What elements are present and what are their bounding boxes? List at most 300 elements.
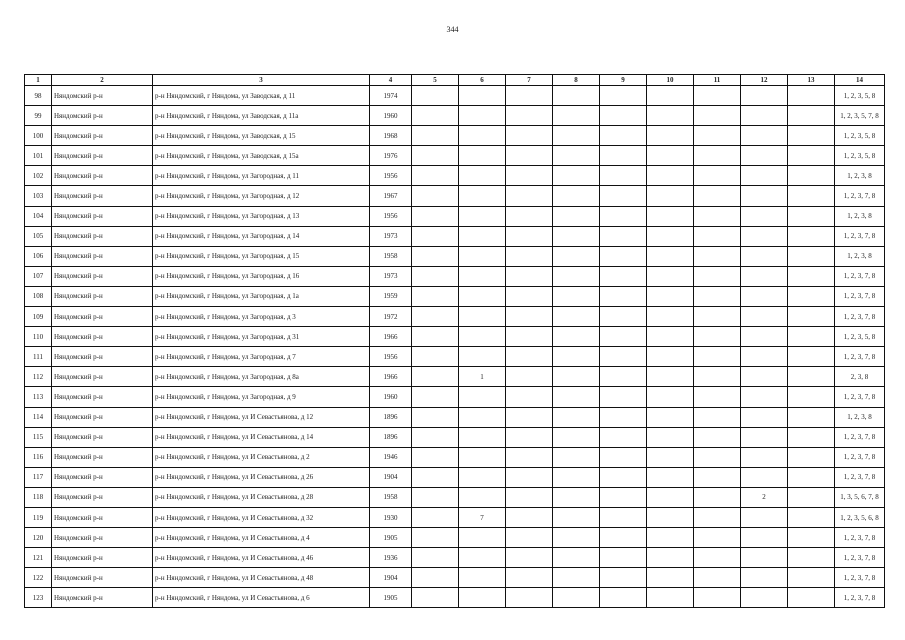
address-cell: р-н Няндомский, г Няндома, ул И Севастьянова, д 32 <box>153 507 370 527</box>
col14-cell: 1, 2, 3, 8 <box>835 407 885 427</box>
col10-cell <box>647 427 694 447</box>
col11-cell <box>694 327 741 347</box>
col13-cell <box>788 266 835 286</box>
col7-cell <box>506 407 553 427</box>
district-cell: Няндомский р-н <box>52 86 153 106</box>
col13-cell <box>788 467 835 487</box>
year-cell: 1904 <box>370 467 412 487</box>
col9-cell <box>600 166 647 186</box>
table-row <box>25 347 885 367</box>
col8-cell <box>553 146 600 166</box>
district-cell: Няндомский р-н <box>52 588 153 608</box>
col10-cell <box>647 407 694 427</box>
housing-table <box>24 74 885 608</box>
row-number-cell: 115 <box>25 427 52 447</box>
address-cell: р-н Няндомский, г Няндома, ул Загородная, д 31 <box>153 327 370 347</box>
col12-cell <box>741 427 788 447</box>
col10-cell <box>647 487 694 507</box>
address-cell: р-н Няндомский, г Няндома, ул И Севастьянова, д 48 <box>153 568 370 588</box>
col5-cell <box>412 407 459 427</box>
year-cell: 1973 <box>370 226 412 246</box>
col13-cell <box>788 307 835 327</box>
col8-cell <box>553 307 600 327</box>
col10-cell <box>647 286 694 306</box>
address-cell: р-н Няндомский, г Няндома, ул Заводская, д 11 <box>153 86 370 106</box>
column-header: 7 <box>506 75 553 86</box>
col5-cell <box>412 246 459 266</box>
year-cell: 1936 <box>370 548 412 568</box>
col5-cell <box>412 166 459 186</box>
col5-cell <box>412 206 459 226</box>
address-cell: р-н Няндомский, г Няндома, ул И Севастьянова, д 12 <box>153 407 370 427</box>
col10-cell <box>647 186 694 206</box>
col6-cell <box>459 226 506 246</box>
col5-cell <box>412 286 459 306</box>
col8-cell <box>553 427 600 447</box>
col11-cell <box>694 246 741 266</box>
col9-cell <box>600 568 647 588</box>
row-number-cell: 103 <box>25 186 52 206</box>
district-cell: Няндомский р-н <box>52 387 153 407</box>
address-cell: р-н Няндомский, г Няндома, ул Загородная, д 16 <box>153 266 370 286</box>
district-cell: Няндомский р-н <box>52 447 153 467</box>
col7-cell <box>506 86 553 106</box>
col14-cell: 1, 2, 3, 5, 8 <box>835 146 885 166</box>
col9-cell <box>600 286 647 306</box>
col12-cell <box>741 507 788 527</box>
col14-cell: 1, 2, 3, 5, 8 <box>835 86 885 106</box>
column-header: 3 <box>153 75 370 86</box>
table-row <box>25 86 885 106</box>
col6-cell <box>459 106 506 126</box>
address-cell: р-н Няндомский, г Няндома, ул Загородная, д 1а <box>153 286 370 306</box>
column-header: 1 <box>25 75 52 86</box>
table-row <box>25 487 885 507</box>
col14-cell: 1, 2, 3, 7, 8 <box>835 286 885 306</box>
col8-cell <box>553 447 600 467</box>
address-cell: р-н Няндомский, г Няндома, ул И Севастьянова, д 26 <box>153 467 370 487</box>
address-cell: р-н Няндомский, г Няндома, ул Загородная, д 13 <box>153 206 370 226</box>
year-cell: 1974 <box>370 86 412 106</box>
district-cell: Няндомский р-н <box>52 286 153 306</box>
row-number-cell: 102 <box>25 166 52 186</box>
col7-cell <box>506 166 553 186</box>
col5-cell <box>412 507 459 527</box>
col7-cell <box>506 186 553 206</box>
col12-cell <box>741 286 788 306</box>
row-number-cell: 121 <box>25 548 52 568</box>
col14-cell: 1, 2, 3, 7, 8 <box>835 186 885 206</box>
col14-cell: 1, 2, 3, 5, 8 <box>835 126 885 146</box>
year-cell: 1966 <box>370 327 412 347</box>
col7-cell <box>506 106 553 126</box>
col13-cell <box>788 568 835 588</box>
col8-cell <box>553 387 600 407</box>
address-cell: р-н Няндомский, г Няндома, ул Загородная, д 7 <box>153 347 370 367</box>
col12-cell <box>741 266 788 286</box>
col9-cell <box>600 307 647 327</box>
col6-cell <box>459 528 506 548</box>
col9-cell <box>600 146 647 166</box>
year-cell: 1930 <box>370 507 412 527</box>
col9-cell <box>600 186 647 206</box>
col6-cell <box>459 286 506 306</box>
col11-cell <box>694 387 741 407</box>
col8-cell <box>553 487 600 507</box>
district-cell: Няндомский р-н <box>52 427 153 447</box>
col7-cell <box>506 387 553 407</box>
col13-cell <box>788 106 835 126</box>
col12-cell <box>741 347 788 367</box>
col14-cell: 1, 2, 3, 7, 8 <box>835 307 885 327</box>
col5-cell <box>412 307 459 327</box>
col11-cell <box>694 126 741 146</box>
col10-cell <box>647 588 694 608</box>
address-cell: р-н Няндомский, г Няндома, ул Загородная, д 3 <box>153 307 370 327</box>
address-cell: р-н Няндомский, г Няндома, ул Загородная, д 14 <box>153 226 370 246</box>
address-cell: р-н Няндомский, г Няндома, ул Заводская, д 15 <box>153 126 370 146</box>
col9-cell <box>600 226 647 246</box>
table-body <box>25 86 885 608</box>
col14-cell: 1, 2, 3, 7, 8 <box>835 427 885 447</box>
district-cell: Няндомский р-н <box>52 568 153 588</box>
col13-cell <box>788 166 835 186</box>
col7-cell <box>506 206 553 226</box>
col10-cell <box>647 146 694 166</box>
col11-cell <box>694 467 741 487</box>
col11-cell <box>694 367 741 387</box>
column-header: 6 <box>459 75 506 86</box>
year-cell: 1956 <box>370 206 412 226</box>
table-row <box>25 246 885 266</box>
col5-cell <box>412 266 459 286</box>
col13-cell <box>788 186 835 206</box>
col11-cell <box>694 427 741 447</box>
column-header: 9 <box>600 75 647 86</box>
table-row <box>25 367 885 387</box>
table-row <box>25 447 885 467</box>
col6-cell <box>459 487 506 507</box>
table-row <box>25 327 885 347</box>
year-cell: 1976 <box>370 146 412 166</box>
col8-cell <box>553 266 600 286</box>
year-cell: 1896 <box>370 407 412 427</box>
col8-cell <box>553 367 600 387</box>
col10-cell <box>647 126 694 146</box>
col5-cell <box>412 447 459 467</box>
row-number-cell: 123 <box>25 588 52 608</box>
table-row <box>25 286 885 306</box>
district-cell: Няндомский р-н <box>52 126 153 146</box>
col8-cell <box>553 106 600 126</box>
col9-cell <box>600 507 647 527</box>
col7-cell <box>506 568 553 588</box>
table-row <box>25 307 885 327</box>
col13-cell <box>788 548 835 568</box>
col8-cell <box>553 588 600 608</box>
address-cell: р-н Няндомский, г Няндома, ул И Севастьянова, д 6 <box>153 588 370 608</box>
address-cell: р-н Няндомский, г Няндома, ул Загородная, д 15 <box>153 246 370 266</box>
district-cell: Няндомский р-н <box>52 528 153 548</box>
col7-cell <box>506 146 553 166</box>
col11-cell <box>694 266 741 286</box>
district-cell: Няндомский р-н <box>52 266 153 286</box>
col13-cell <box>788 588 835 608</box>
col12-cell <box>741 206 788 226</box>
col6-cell <box>459 467 506 487</box>
col12-cell <box>741 166 788 186</box>
col11-cell <box>694 447 741 467</box>
district-cell: Няндомский р-н <box>52 206 153 226</box>
col5-cell <box>412 387 459 407</box>
col10-cell <box>647 447 694 467</box>
column-header: 13 <box>788 75 835 86</box>
district-cell: Няндомский р-н <box>52 507 153 527</box>
col14-cell: 1, 2, 3, 7, 8 <box>835 588 885 608</box>
row-number-cell: 117 <box>25 467 52 487</box>
col9-cell <box>600 387 647 407</box>
col6-cell <box>459 206 506 226</box>
col13-cell <box>788 387 835 407</box>
col9-cell <box>600 528 647 548</box>
address-cell: р-н Няндомский, г Няндома, ул Загородная, д 11 <box>153 166 370 186</box>
col10-cell <box>647 166 694 186</box>
year-cell: 1905 <box>370 528 412 548</box>
col9-cell <box>600 467 647 487</box>
col5-cell <box>412 186 459 206</box>
col11-cell <box>694 347 741 367</box>
col8-cell <box>553 568 600 588</box>
col6-cell <box>459 186 506 206</box>
address-cell: р-н Няндомский, г Няндома, ул Заводская, д 11а <box>153 106 370 126</box>
table-row <box>25 266 885 286</box>
address-cell: р-н Няндомский, г Няндома, ул И Севастьянова, д 14 <box>153 427 370 447</box>
col8-cell <box>553 347 600 367</box>
col10-cell <box>647 548 694 568</box>
district-cell: Няндомский р-н <box>52 407 153 427</box>
col7-cell <box>506 447 553 467</box>
address-cell: р-н Няндомский, г Няндома, ул И Севастьянова, д 28 <box>153 487 370 507</box>
col14-cell: 1, 2, 3, 5, 6, 8 <box>835 507 885 527</box>
col7-cell <box>506 588 553 608</box>
col11-cell <box>694 106 741 126</box>
address-cell: р-н Няндомский, г Няндома, ул Загородная, д 9 <box>153 387 370 407</box>
row-number-cell: 106 <box>25 246 52 266</box>
district-cell: Няндомский р-н <box>52 166 153 186</box>
table-row <box>25 507 885 527</box>
col11-cell <box>694 407 741 427</box>
col12-cell <box>741 86 788 106</box>
col13-cell <box>788 407 835 427</box>
col13-cell <box>788 206 835 226</box>
col7-cell <box>506 528 553 548</box>
col8-cell <box>553 467 600 487</box>
district-cell: Няндомский р-н <box>52 226 153 246</box>
col13-cell <box>788 487 835 507</box>
address-cell: р-н Няндомский, г Няндома, ул И Севастьянова, д 4 <box>153 528 370 548</box>
col13-cell <box>788 528 835 548</box>
col7-cell <box>506 327 553 347</box>
col5-cell <box>412 146 459 166</box>
row-number-cell: 118 <box>25 487 52 507</box>
col10-cell <box>647 387 694 407</box>
col9-cell <box>600 548 647 568</box>
row-number-cell: 109 <box>25 307 52 327</box>
table-row <box>25 528 885 548</box>
table-row <box>25 126 885 146</box>
col11-cell <box>694 86 741 106</box>
col7-cell <box>506 427 553 447</box>
col8-cell <box>553 327 600 347</box>
col10-cell <box>647 86 694 106</box>
district-cell: Няндомский р-н <box>52 186 153 206</box>
table-row <box>25 106 885 126</box>
year-cell: 1904 <box>370 568 412 588</box>
col13-cell <box>788 286 835 306</box>
col13-cell <box>788 226 835 246</box>
col12-cell <box>741 246 788 266</box>
col8-cell <box>553 548 600 568</box>
year-cell: 1968 <box>370 126 412 146</box>
col9-cell <box>600 86 647 106</box>
year-cell: 1958 <box>370 246 412 266</box>
col14-cell: 1, 2, 3, 7, 8 <box>835 226 885 246</box>
col12-cell <box>741 126 788 146</box>
col12-cell <box>741 146 788 166</box>
col12-cell <box>741 447 788 467</box>
address-cell: р-н Няндомский, г Няндома, ул И Севастьянова, д 46 <box>153 548 370 568</box>
col9-cell <box>600 447 647 467</box>
district-cell: Няндомский р-н <box>52 467 153 487</box>
table-row <box>25 387 885 407</box>
col12-cell <box>741 467 788 487</box>
col12-cell: 2 <box>741 487 788 507</box>
col14-cell: 1, 2, 3, 7, 8 <box>835 528 885 548</box>
col13-cell <box>788 507 835 527</box>
row-number-cell: 114 <box>25 407 52 427</box>
row-number-cell: 122 <box>25 568 52 588</box>
column-header: 12 <box>741 75 788 86</box>
col5-cell <box>412 528 459 548</box>
col10-cell <box>647 327 694 347</box>
col12-cell <box>741 367 788 387</box>
col13-cell <box>788 347 835 367</box>
col12-cell <box>741 407 788 427</box>
col7-cell <box>506 246 553 266</box>
column-header: 8 <box>553 75 600 86</box>
col14-cell: 1, 2, 3, 8 <box>835 166 885 186</box>
district-cell: Няндомский р-н <box>52 548 153 568</box>
col12-cell <box>741 548 788 568</box>
col14-cell: 1, 2, 3, 8 <box>835 246 885 266</box>
col10-cell <box>647 507 694 527</box>
col8-cell <box>553 206 600 226</box>
row-number-cell: 119 <box>25 507 52 527</box>
col6-cell <box>459 387 506 407</box>
table-row <box>25 186 885 206</box>
year-cell: 1973 <box>370 266 412 286</box>
col12-cell <box>741 528 788 548</box>
col7-cell <box>506 266 553 286</box>
col13-cell <box>788 86 835 106</box>
col9-cell <box>600 487 647 507</box>
row-number-cell: 110 <box>25 327 52 347</box>
col9-cell <box>600 327 647 347</box>
row-number-cell: 105 <box>25 226 52 246</box>
col14-cell: 1, 2, 3, 7, 8 <box>835 266 885 286</box>
col5-cell <box>412 427 459 447</box>
table-row <box>25 588 885 608</box>
col7-cell <box>506 226 553 246</box>
col10-cell <box>647 467 694 487</box>
row-number-cell: 98 <box>25 86 52 106</box>
row-number-cell: 107 <box>25 266 52 286</box>
table-row <box>25 166 885 186</box>
col8-cell <box>553 226 600 246</box>
col6-cell <box>459 347 506 367</box>
row-number-cell: 113 <box>25 387 52 407</box>
col5-cell <box>412 467 459 487</box>
col6-cell <box>459 307 506 327</box>
col9-cell <box>600 407 647 427</box>
col7-cell <box>506 347 553 367</box>
col5-cell <box>412 327 459 347</box>
col11-cell <box>694 568 741 588</box>
table-row <box>25 467 885 487</box>
year-cell: 1958 <box>370 487 412 507</box>
col8-cell <box>553 286 600 306</box>
address-cell: р-н Няндомский, г Няндома, ул Заводская, д 15а <box>153 146 370 166</box>
col11-cell <box>694 487 741 507</box>
year-cell: 1967 <box>370 186 412 206</box>
col9-cell <box>600 367 647 387</box>
year-cell: 1946 <box>370 447 412 467</box>
year-cell: 1956 <box>370 347 412 367</box>
col10-cell <box>647 106 694 126</box>
address-cell: р-н Няндомский, г Няндома, ул Загородная, д 12 <box>153 186 370 206</box>
col14-cell: 1, 3, 5, 6, 7, 8 <box>835 487 885 507</box>
col13-cell <box>788 327 835 347</box>
col7-cell <box>506 367 553 387</box>
row-number-cell: 112 <box>25 367 52 387</box>
col6-cell <box>459 266 506 286</box>
year-cell: 1905 <box>370 588 412 608</box>
address-cell: р-н Няндомский, г Няндома, ул И Севастьянова, д 2 <box>153 447 370 467</box>
col6-cell <box>459 126 506 146</box>
col8-cell <box>553 507 600 527</box>
col8-cell <box>553 86 600 106</box>
col14-cell: 1, 2, 3, 8 <box>835 206 885 226</box>
col9-cell <box>600 106 647 126</box>
col12-cell <box>741 106 788 126</box>
column-header: 11 <box>694 75 741 86</box>
year-cell: 1959 <box>370 286 412 306</box>
col5-cell <box>412 588 459 608</box>
district-cell: Няндомский р-н <box>52 327 153 347</box>
col7-cell <box>506 507 553 527</box>
col11-cell <box>694 286 741 306</box>
col8-cell <box>553 126 600 146</box>
col7-cell <box>506 548 553 568</box>
table-row <box>25 548 885 568</box>
col12-cell <box>741 568 788 588</box>
col9-cell <box>600 126 647 146</box>
col6-cell <box>459 86 506 106</box>
year-cell: 1972 <box>370 307 412 327</box>
col11-cell <box>694 588 741 608</box>
row-number-cell: 100 <box>25 126 52 146</box>
col11-cell <box>694 166 741 186</box>
